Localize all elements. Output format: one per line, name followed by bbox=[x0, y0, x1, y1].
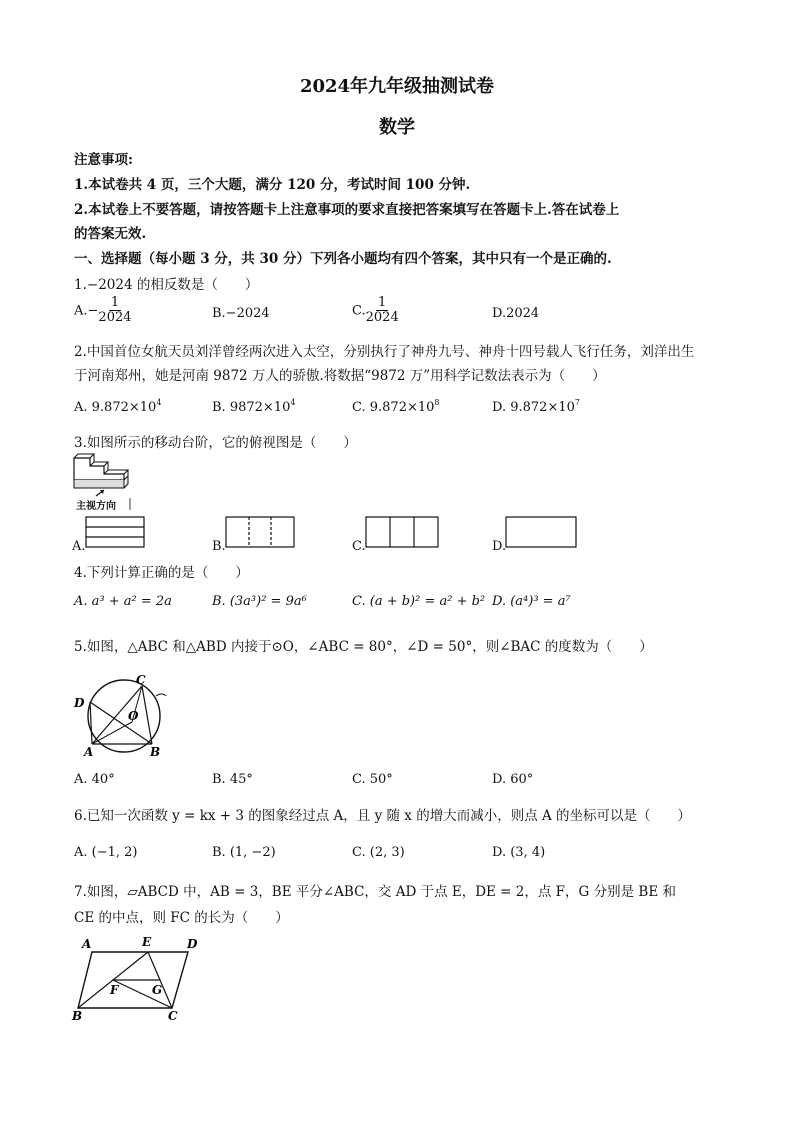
q5-circle-figure bbox=[70, 670, 180, 762]
q7-label-e: E bbox=[142, 935, 152, 949]
q1-stem: 1.−2024 的相反数是（ ） bbox=[74, 277, 259, 293]
q2-option-d: D. $9.872\times 10^7$ bbox=[492, 398, 580, 415]
q4-option-a: A. a³ + a² = 2a bbox=[74, 594, 172, 609]
q5-option-c: C. 50° bbox=[352, 772, 393, 787]
q7-label-g: G bbox=[152, 983, 163, 997]
q3-option-c-figure bbox=[364, 515, 442, 551]
q2-line2: 于河南郑州，她是河南 9872 万人的骄傲.将数据“9872 万”用科学记数法表示为（ ） bbox=[74, 368, 606, 384]
q7-parallelogram-figure bbox=[70, 932, 200, 1022]
q5-label-o: O bbox=[128, 709, 139, 723]
q1-option-d: D.2024 bbox=[492, 306, 540, 321]
q3-option-c-label: C. bbox=[352, 539, 366, 554]
note-1: 1.本试卷共 4 页，三个大题，满分 120 分，考试时间 100 分钟. bbox=[74, 177, 471, 193]
q3-option-b-figure bbox=[224, 515, 298, 551]
q3-option-b-label: B. bbox=[212, 539, 226, 554]
q4-stem: 4.下列计算正确的是（ ） bbox=[74, 565, 249, 581]
q5-option-a: A. 40° bbox=[74, 772, 115, 787]
q3-view-direction-label: 主视方向 bbox=[76, 501, 116, 512]
q1-option-a: A.− $\frac{1}{2024}$ bbox=[74, 295, 132, 326]
q1-option-b: B.−2024 bbox=[212, 306, 270, 321]
q3-option-a-label: A. bbox=[72, 539, 86, 554]
q3-option-a-figure bbox=[84, 515, 148, 551]
section-1-heading: 一、选择题（每小题 3 分，共 30 分）下列各小题均有四个答案，其中只有一个是正确的. bbox=[74, 251, 612, 267]
q4-option-b: B. (3a³)² = 9a⁶ bbox=[212, 594, 307, 609]
q5-label-c: C bbox=[136, 673, 146, 687]
exam-title: 2024年九年级抽测试卷 bbox=[299, 76, 495, 97]
q5-option-d: D. 60° bbox=[492, 772, 534, 787]
q2-option-a: A. $9.872\times 10^4$ bbox=[74, 398, 162, 415]
q4-option-d: D. (a⁴)³ = a⁷ bbox=[492, 594, 571, 609]
subject-title: 数学 bbox=[379, 117, 415, 138]
q2-option-b: B. $9872\times 10^4$ bbox=[212, 398, 296, 415]
q1-option-c: C. $\frac{1}{2024}$ bbox=[352, 295, 399, 326]
q5-stem: 5.如图，△ABC 和△ABD 内接于⊙O，∠ABC = 80°，∠D = 50°，则∠BAC 的度数为（ ） bbox=[74, 639, 653, 655]
notes-heading: 注意事项: bbox=[74, 152, 133, 168]
q3-stem: 3.如图所示的移动台阶，它的俯视图是（ ） bbox=[74, 435, 357, 451]
q7-line1: 7.如图，▱ABCD 中，AB = 3，BE 平分∠ABC，交 AD 于点 E，DE = 2，点 F，G 分别是 BE 和 bbox=[74, 884, 676, 900]
q7-line2: CE 的中点，则 FC 的长为（ ） bbox=[74, 910, 289, 926]
q4-option-c: C. (a + b)² = a² + b² bbox=[352, 594, 486, 609]
q6-option-a: A. (−1, 2) bbox=[74, 845, 138, 860]
q7-label-d: D bbox=[187, 937, 198, 951]
q5-option-b: B. 45° bbox=[212, 772, 253, 787]
note-2-line1: 2.本试卷上不要答题，请按答题卡上注意事项的要求直接把答案填写在答题卡上.答在试卷上 bbox=[74, 202, 620, 218]
q7-label-a: A bbox=[82, 937, 92, 951]
q6-stem: 6.已知一次函数 y = kx + 3 的图象经过点 A，且 y 随 x 的增大而减小，则点 A 的坐标可以是（ ） bbox=[74, 808, 692, 824]
q6-option-b: B. (1, −2) bbox=[212, 845, 276, 860]
q7-label-b: B bbox=[72, 1009, 83, 1022]
q3-option-d-label: D. bbox=[492, 539, 507, 554]
q5-label-d: D bbox=[74, 696, 85, 710]
q5-label-b: B bbox=[150, 745, 161, 759]
q7-label-c: C bbox=[168, 1009, 178, 1022]
q3-option-d-figure bbox=[504, 515, 580, 551]
q6-option-d: D. (3, 4) bbox=[492, 845, 546, 860]
q5-label-a: A bbox=[84, 745, 94, 759]
q2-line1: 2.中国首位女航天员刘洋曾经两次进入太空，分别执行了神舟九号、神舟十四号载人飞行任务，刘洋出生 bbox=[74, 344, 695, 360]
q2-option-c: C. $9.872\times 10^8$ bbox=[352, 398, 440, 415]
q6-option-c: C. (2, 3) bbox=[352, 845, 405, 860]
q7-label-f: F bbox=[110, 983, 119, 997]
note-2-line2: 的答案无效. bbox=[74, 226, 147, 242]
